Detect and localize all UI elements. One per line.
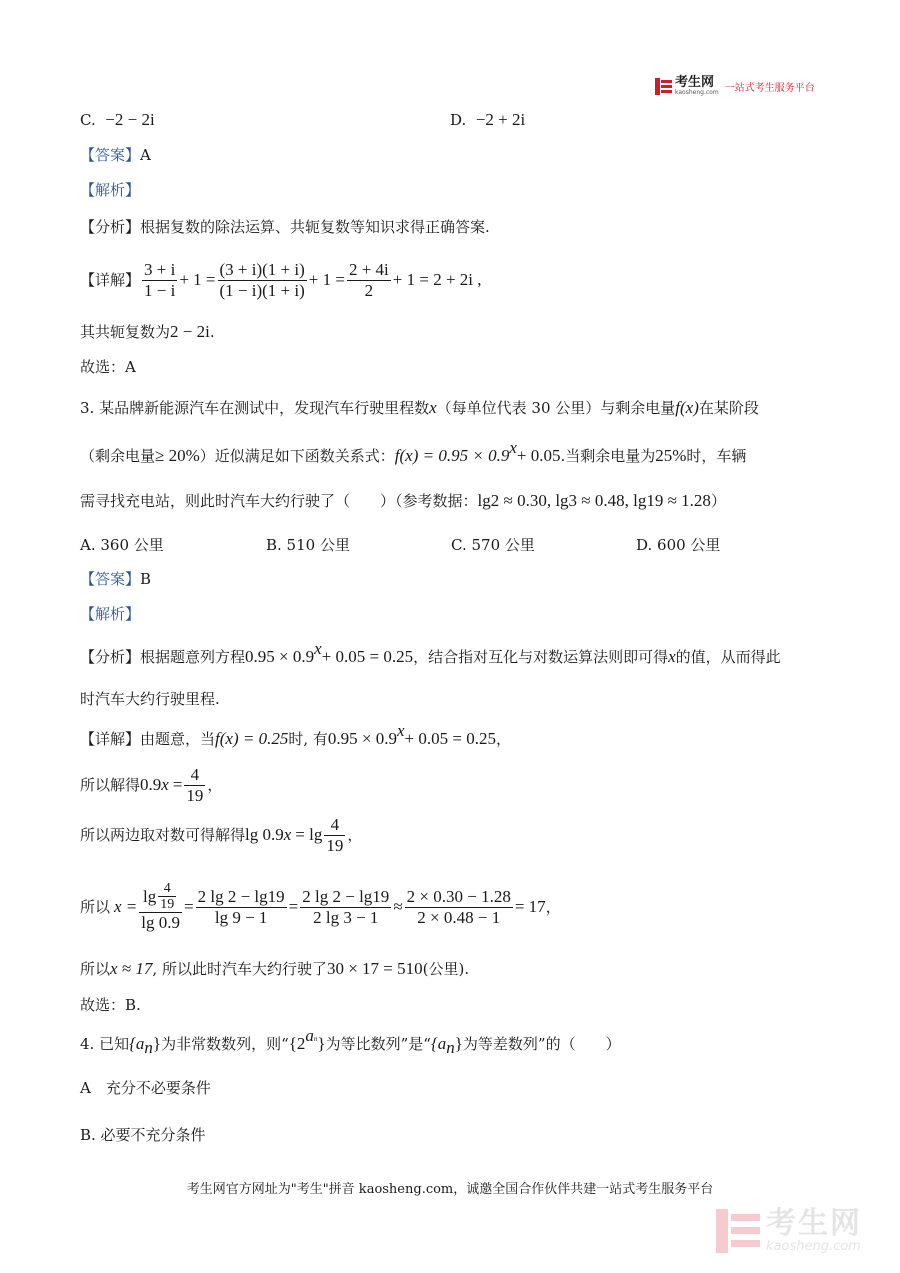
detail-tag: 【详解】 (80, 271, 141, 289)
math-text: 0.9 (140, 775, 162, 794)
math-sup: an (305, 1026, 318, 1045)
math-text: 2 − 2i (170, 322, 210, 341)
math-sub: n (446, 1038, 455, 1057)
q2-detail (80, 250, 482, 310)
math-var: x (429, 398, 437, 417)
logo-name: 考生网 (675, 75, 715, 90)
q3-option-d: D. 600 公里 (636, 536, 721, 554)
text: ， (495, 730, 511, 748)
logo-slogan: 一站式考生服务平台 (724, 82, 815, 94)
math-text: lg (143, 886, 157, 906)
math-sub: n (144, 1038, 153, 1057)
q3-choose: 故选：B. (80, 996, 141, 1014)
fraction: $\frac{2 \lg 2 - \lg 19}{\lg 9 - 1}$ (197, 886, 285, 927)
q3-stem-line1 (80, 398, 759, 418)
math-sup: x (396, 721, 405, 740)
math-text: = (172, 775, 183, 794)
math-var: x (668, 647, 676, 666)
q3-answer (80, 569, 151, 589)
text: (公里). (422, 960, 470, 978)
text: ， (207, 776, 223, 794)
text: 为等差数列”的（ ） (462, 1035, 621, 1053)
math-text: = 17 (514, 897, 546, 916)
math-text: + 1 = 2 + 2i , (392, 270, 482, 289)
header-logo (655, 75, 815, 97)
math-text: 0.95 × 0.9 (327, 729, 397, 748)
fraction: $\frac{2 \lg 2 - \lg 19}{2 \lg 3 - 1}$ (302, 886, 390, 927)
q2-option-d (450, 110, 525, 130)
fenxi-tag: 【分析】 (80, 218, 141, 236)
text: 所以 (80, 960, 111, 978)
math-sup: x (314, 639, 322, 658)
page-footer: 考生网官方网址为"考生"拼音 kaosheng.com，诚邀全国合作伙伴共建一站式考生服务平台 (186, 1182, 714, 1197)
text: 根据题意列方程 (140, 648, 246, 666)
text: ， (347, 826, 363, 844)
q3-fenxi-line1 (80, 639, 781, 667)
math-text: lg2 ≈ 0.30, lg3 ≈ 0.48, lg19 ≈ 1.28 (477, 491, 711, 510)
q4-option-b: B. 必要不充分条件 (80, 1126, 206, 1144)
option-value: −2 − 2i (105, 110, 155, 129)
text: . (209, 323, 215, 341)
fraction: $\frac{2 + 4i}{2}$ (348, 259, 389, 300)
math-text: 0.95 × 0.9 (245, 647, 315, 666)
math-text: {2 (288, 1034, 306, 1053)
q2-conjugate (80, 322, 215, 342)
watermark-domain: kaosheng.com (766, 1239, 861, 1254)
fenxi-text: 根据复数的除法运算、共轭复数等知识求得正确答案. (140, 218, 490, 236)
text: 3. 某品牌新能源汽车在测试中，发现汽车行驶里程数 (80, 399, 430, 417)
q3-step2: 所以两边取对数可得解得 lg 0.9 x = lg $\frac{4}{19}$ ， (80, 814, 363, 855)
text: 时，车辆 (686, 447, 747, 465)
watermark-name: 考生网 (766, 1206, 862, 1241)
text: 由题意，当 (140, 730, 216, 748)
logo-domain: kaosheng.com (675, 89, 719, 96)
text: , 所以此时汽车大约行驶了 (152, 960, 327, 978)
text: 所以 (80, 898, 111, 916)
text: 所以两边取对数可得解得 (80, 826, 246, 844)
text: ，结合指对互化与对数运算法则即可得 (413, 648, 669, 666)
text: 需寻找充电站，则此时汽车大约行驶了（ ）（参考数据： (80, 492, 478, 510)
fraction: $\frac{4}{19}$ (160, 881, 175, 912)
math-text: {a (430, 1034, 447, 1053)
q3-step3 (80, 872, 561, 942)
q3-fenxi-line2: 时汽车大约行驶里程. (80, 690, 220, 708)
text: ） (710, 492, 726, 510)
q2-option-c (80, 110, 155, 130)
q3-option-a: A. 360 公里 (80, 536, 164, 554)
detail-tag: 【详解】 (80, 730, 141, 748)
math-text: 25% (655, 446, 687, 465)
math-text: + 1 = (179, 270, 216, 289)
text: ）近似满足如下函数关系式： (199, 447, 395, 465)
q4-option-a: A 充分不必要条件 (80, 1079, 211, 1097)
math-text: + 0.05 = 0.25 (321, 647, 414, 666)
math-sup: x (509, 438, 517, 457)
math-text: lg 0.9 (245, 825, 284, 844)
math-text: + 0.05 = 0.25 (404, 729, 496, 748)
q3-stem-line2 (80, 438, 747, 466)
text: （剩余电量 (80, 447, 156, 465)
math-text: = (288, 897, 299, 916)
q2-choose: 故选：A (80, 358, 136, 376)
q3-option-b: B. 510 公里 (266, 536, 350, 554)
math-text: = (184, 897, 194, 916)
math-text: {a (129, 1034, 145, 1053)
text: 的值，从而得此 (675, 648, 781, 666)
text: （每单位代表 30 公里）与剩余电量 (436, 399, 676, 417)
text: 为等比数列”是“ (325, 1035, 431, 1053)
q3-detail (80, 721, 511, 749)
q2-analysis-tag: 【解析】 (80, 181, 141, 199)
math-text: } (317, 1034, 326, 1053)
text: 其共轭复数为 (80, 323, 171, 341)
math-text: f(x) = 0.95 × 0.9 (394, 446, 510, 465)
math-text: } (152, 1034, 162, 1053)
math-text: = lg (295, 825, 323, 844)
fraction: $\frac{4}{19}$ (186, 764, 204, 805)
option-label: C. (80, 111, 96, 129)
text: 时, 有 (288, 730, 328, 748)
watermark (716, 1208, 862, 1254)
answer-tag: 【答案】 (80, 146, 141, 164)
answer-value: A (140, 146, 151, 164)
math-text: 30 × 17 = 510 (326, 959, 423, 978)
q3-analysis-tag: 【解析】 (80, 605, 141, 623)
text: ， (545, 898, 561, 916)
fraction: $\frac{4}{19}$ (326, 814, 344, 855)
q3-step4 (80, 959, 469, 979)
text: 在某阶段 (698, 399, 759, 417)
math-text: f(x) = 0.25 (215, 729, 289, 748)
math-text: f(x) (675, 398, 699, 417)
text: 所以解得 (80, 776, 141, 794)
math-text: } (454, 1034, 463, 1053)
q2-fenxi (80, 217, 490, 237)
math-text: + 0.05 (516, 446, 561, 465)
math-text: x ≈ 17 (110, 959, 153, 978)
option-value: −2 + 2i (475, 110, 526, 129)
fraction: $\frac{3 + i}{1 - i}$ (144, 259, 176, 300)
q3-option-c: C. 570 公里 (451, 536, 535, 554)
kaosheng-logo-icon (655, 78, 672, 95)
fraction: $\frac{(3 + i)(1 + i)}{(1 - i)(1 + i)}$ (219, 259, 305, 300)
option-label: D. (450, 111, 467, 129)
fraction: $\frac{2 \times 0.30 - 1.28}{2 \times 0.48 - 1}$ (406, 886, 511, 927)
fenxi-tag: 【分析】 (80, 648, 141, 666)
math-text: x = (114, 897, 138, 916)
fraction: lg $\frac{4}{19}$ lg 0.9 (141, 881, 181, 932)
q4-stem (80, 1026, 621, 1057)
text: 4. 已知 (80, 1035, 130, 1053)
q2-answer (80, 145, 151, 165)
math-text: ≈ (393, 897, 403, 916)
math-text: + 1 = (308, 270, 345, 289)
kaosheng-watermark-icon (716, 1209, 760, 1253)
q3-step1: 所以解得 0.9 x = $\frac{4}{19}$ ， (80, 764, 223, 805)
q3-stem-line3 (80, 491, 726, 511)
answer-value: B (140, 570, 152, 588)
answer-tag: 【答案】 (80, 570, 141, 588)
text: 为非常数数列，则“ (161, 1035, 289, 1053)
text: .当剩余电量为 (560, 447, 656, 465)
math-text: ≥ 20% (155, 446, 200, 465)
